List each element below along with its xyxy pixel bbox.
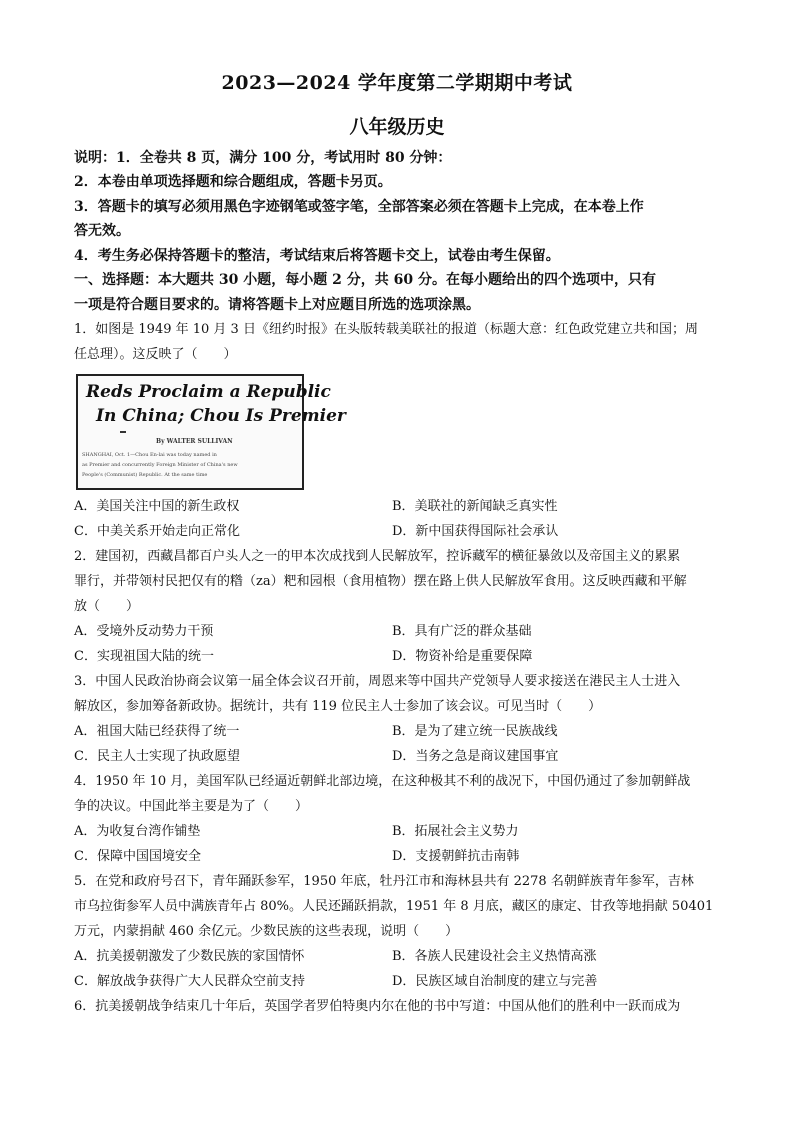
q4-option-c: C．保障中国国境安全 bbox=[74, 849, 201, 864]
q2-option-c: C．实现祖国大陆的统一 bbox=[74, 649, 214, 664]
q1-option-b: B．美联社的新闻缺乏真实性 bbox=[392, 499, 558, 514]
q4-option-d: D．支援朝鲜抗击南韩 bbox=[392, 849, 520, 864]
question-2-text-cont: 罪行，并带领村民把仅有的糌（za）粑和园根（食用植物）摆在路上供人民解放军食用。这反映西藏和平解 bbox=[74, 574, 687, 589]
question-4-text: 4．1950 年 10 月，美国军队已经逼近朝鲜北部边境，在这种极其不利的战况下，中国仍通过了参加朝鲜战 bbox=[74, 774, 691, 789]
q2-option-a: A．受境外反动势力干预 bbox=[74, 624, 214, 639]
exam-title: 2023—2024 学年度第二学期期中考试 bbox=[221, 72, 573, 94]
question-2-text-cont-2: 放（ ） bbox=[74, 599, 140, 614]
question-4-text-cont: 争的决议。中国此举主要是为了（ ） bbox=[74, 799, 309, 814]
section-heading: 一、选择题：本大题共 30 小题，每小题 2 分，共 60 分。在每小题给出的四个选项中，只有 bbox=[74, 272, 656, 288]
question-1-text-cont: 任总理）。这反映了（ ） bbox=[74, 347, 237, 362]
question-5-text-cont: 市乌拉街参军人员中满族青年占 80%。人民还踊跃捐款，1951 年 8 月底，藏区的康定、甘孜等地捐献 50401 bbox=[74, 899, 714, 914]
question-3-text: 3．中国人民政治协商会议第一届全体会议召开前，周恩来等中国共产党领导人要求接送在港民主人士进入 bbox=[74, 674, 681, 689]
q5-option-c: C．解放战争获得广大人民群众空前支持 bbox=[74, 974, 305, 989]
q5-option-d: D．民族区域自治制度的建立与完善 bbox=[392, 974, 598, 989]
q3-option-c: C．民主人士实现了执政愿望 bbox=[74, 749, 240, 764]
clipping-byline: By WALTER SULLIVAN bbox=[156, 438, 233, 445]
clipping-body-1: SHANGHAI, Oct. 1—Chou En-lai was today named in bbox=[82, 452, 217, 458]
q5-option-a: A．抗美援朝激发了少数民族的家国情怀 bbox=[74, 949, 305, 964]
question-5-text-cont-2: 万元，内蒙捐献 460 余亿元。少数民族的这些表现，说明（ ） bbox=[74, 924, 459, 939]
instruction-1: 说明：1．全卷共 8 页，满分 100 分，考试用时 80 分钟： bbox=[74, 150, 452, 166]
clipping-body-2: as Premier and concurrently Foreign Minister of China's new bbox=[82, 462, 238, 468]
q2-option-b: B．具有广泛的群众基础 bbox=[392, 624, 532, 639]
question-1-text: 1．如图是 1949 年 10 月 3 日《纽约时报》在头版转载美联社的报道（标题大意：红色政党建立共和国；周 bbox=[74, 322, 698, 337]
q1-option-d: D．新中国获得国际社会承认 bbox=[392, 524, 559, 539]
question-6-text: 6．抗美援朝战争结束几十年后，英国学者罗伯特奥内尔在他的书中写道：中国从他们的胜利中一跃而成为 bbox=[74, 999, 681, 1014]
exam-subject: 八年级历史 bbox=[349, 116, 445, 138]
instruction-4: 4．考生务必保持答题卡的整洁，考试结束后将答题卡交上，试卷由考生保留。 bbox=[74, 248, 560, 264]
question-2-text: 2．建国初，西藏昌都百户头人之一的甲本次成找到人民解放军，控诉藏军的横征暴敛以及帝国主义的累累 bbox=[74, 549, 681, 564]
clipping-headline-2: In China; Chou Is Premier bbox=[96, 406, 346, 426]
q1-option-c: C．中美关系开始走向正常化 bbox=[74, 524, 240, 539]
clipping-headline-1: Reds Proclaim a Republic bbox=[86, 382, 331, 402]
instruction-3: 3．答题卡的填写必须用黑色字迹钢笔或签字笔，全部答案必须在答题卡上完成，在本卷上作 bbox=[74, 199, 644, 215]
section-heading-cont: 一项是符合题目要求的。请将答题卡上对应题目所选的选项涂黑。 bbox=[74, 297, 480, 313]
q1-option-a: A．美国关注中国的新生政权 bbox=[74, 499, 240, 514]
question-5-text: 5．在党和政府号召下，青年踊跃参军，1950 年底，牡丹江市和海林县共有 2278 名朝鲜族青年参军，吉林 bbox=[74, 874, 694, 889]
instruction-2: 2．本卷由单项选择题和综合题组成，答题卡另页。 bbox=[74, 174, 392, 190]
q3-option-a: A．祖国大陆已经获得了统一 bbox=[74, 724, 240, 739]
instruction-3-cont: 答无效。 bbox=[74, 223, 130, 239]
q3-option-d: D．当务之急是商议建国事宜 bbox=[392, 749, 559, 764]
q5-option-b: B．各族人民建设社会主义热情高涨 bbox=[392, 949, 597, 964]
question-3-text-cont: 解放区，参加筹备新政协。据统计，共有 119 位民主人士参加了该会议。可见当时（ ） bbox=[74, 699, 602, 714]
q4-option-b: B．拓展社会主义势力 bbox=[392, 824, 519, 839]
q2-option-d: D．物资补给是重要保障 bbox=[392, 649, 533, 664]
clipping-dash bbox=[120, 431, 126, 433]
q3-option-b: B．是为了建立统一民族战线 bbox=[392, 724, 558, 739]
q4-option-a: A．为收复台湾作铺垫 bbox=[74, 824, 201, 839]
clipping-body-3: People's (Communist) Republic. At the same time bbox=[82, 472, 208, 478]
newspaper-clipping-image bbox=[76, 374, 346, 490]
